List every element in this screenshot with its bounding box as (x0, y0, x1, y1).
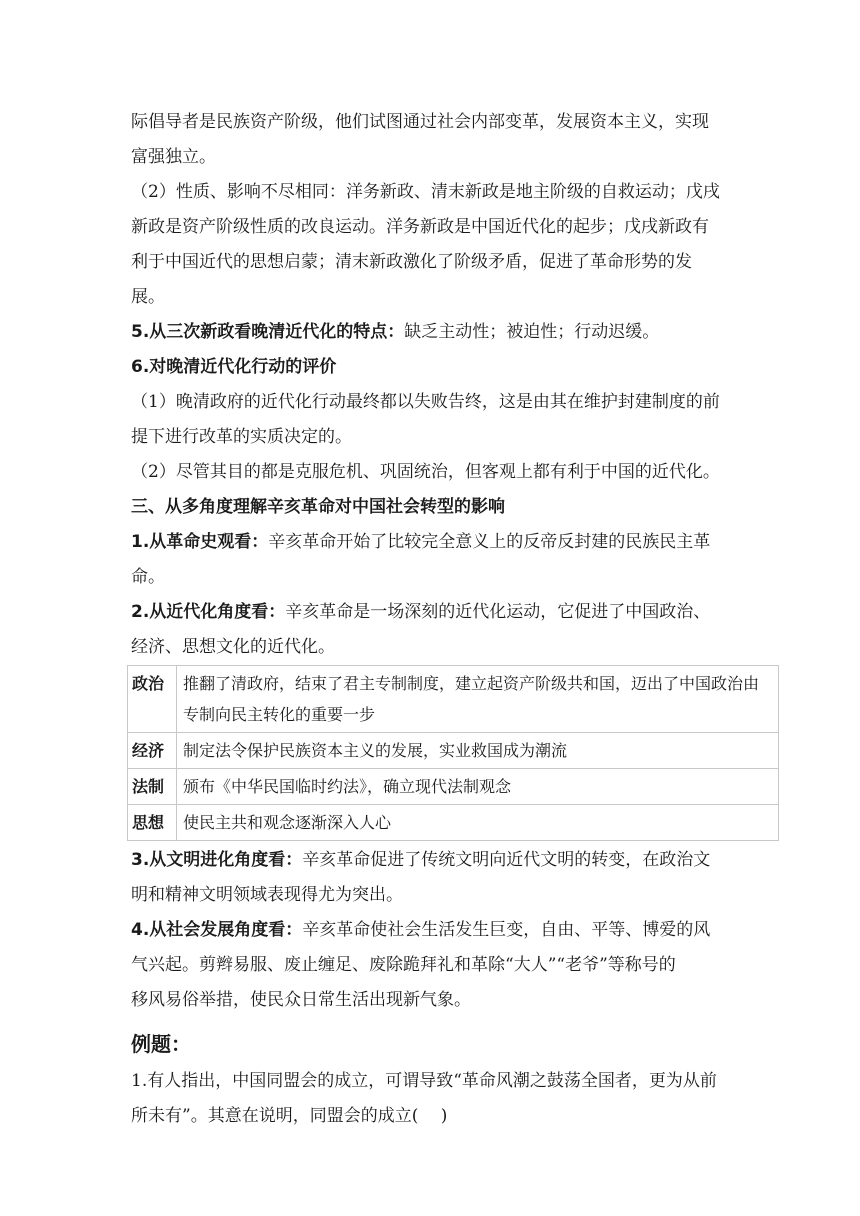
nature-paragraph-line: （2）性质、影响不尽相同：洋务新政、清末新政是地主阶级的自救运动；戊戌 (131, 182, 720, 202)
table-row-text: 使民主共和观念逐渐深入人心 (177, 805, 779, 841)
table-row (128, 733, 779, 769)
section3-p3-cont: 明和精神文明领域表现得尤为突出。 (131, 885, 403, 905)
table-row-text: 推翻了清政府，结束了君主专制制度，建立起资产阶级共和国，迈出了中国政治由专制向民主转化的重要一步 (177, 666, 779, 733)
table-row-label: 思想 (128, 805, 177, 841)
p1-text: 辛亥革命开始了比较完全意义上的反帝反封建的民族民主革 (268, 532, 711, 552)
question-line: 1.有人指出，中国同盟会的成立，可谓导致“革命风潮之鼓荡全国者，更为从前 (131, 1071, 717, 1091)
impact-table (127, 665, 779, 841)
table-row-text: 制定法令保护民族资本主义的发展，实业救国成为潮流 (177, 733, 779, 769)
point5-text: 缺乏主动性；被迫性；行动迟缓。 (404, 322, 660, 342)
section3-p4-cont: 移风易俗举措，使民众日常生活出现新气象。 (131, 990, 471, 1010)
section3-p2-cont: 经济、思想文化的近代化。 (131, 637, 335, 657)
p3-lead: 3.从文明进化角度看： (131, 850, 303, 870)
table-row-label: 经济 (128, 733, 177, 769)
section3-p4 (131, 913, 751, 948)
nature-paragraph-line: 新政是资产阶级性质的改良运动。洋务新政是中国近代化的起步；戊戌新政有 (131, 217, 709, 237)
point6-heading: 6.对晚清近代化行动的评价 (131, 357, 337, 377)
point5-paragraph (131, 315, 751, 350)
section3-heading: 三、从多角度理解辛亥革命对中国社会转型的影响 (131, 497, 505, 517)
intro-line: 富强独立。 (131, 147, 216, 167)
nature-paragraph-line: 展。 (131, 287, 165, 307)
section3-p2 (131, 595, 751, 630)
table-row (128, 769, 779, 805)
point6-item1-line: 提下进行改革的实质决定的。 (131, 427, 352, 447)
p2-text: 辛亥革命是一场深刻的近代化运动，它促进了中国政治、 (285, 602, 711, 622)
p3-text: 辛亥革命促进了传统文明向近代文明的转变，在政治文 (302, 850, 711, 870)
example-heading: 例题： (131, 1032, 191, 1056)
p2-lead: 2.从近代化角度看： (131, 602, 286, 622)
point6-item2-line: （2）尽管其目的都是克服危机、巩固统治，但客观上都有利于中国的近代化。 (131, 462, 720, 482)
section3-p1 (131, 525, 751, 560)
table-row (128, 666, 779, 733)
point5-heading: 5.从三次新政看晚清近代化的特点： (131, 322, 405, 342)
intro-line: 际倡导者是民族资产阶级，他们试图通过社会内部变革，发展资本主义，实现 (131, 112, 709, 132)
p4-text: 辛亥革命使社会生活发生巨变，自由、平等、博爱的风 (302, 920, 711, 940)
section3-p3 (131, 843, 751, 878)
table-row (128, 805, 779, 841)
question-line: 所未有”。其意在说明，同盟会的成立( ) (131, 1106, 448, 1126)
table-row-label: 政治 (128, 666, 177, 733)
table-row-text: 颁布《中华民国临时约法》，确立现代法制观念 (177, 769, 779, 805)
section3-p1-cont: 命。 (131, 567, 165, 587)
section3-p4-cont: 气兴起。剪辫易服、废止缠足、废除跪拜礼和革除“大人”“老爷”等称号的 (131, 955, 676, 975)
nature-paragraph-line: 利于中国近代的思想启蒙；清末新政激化了阶级矛盾，促进了革命形势的发 (131, 252, 692, 272)
document-content (131, 105, 760, 1134)
point6-item1-line: （1）晚清政府的近代化行动最终都以失败告终，这是由其在维护封建制度的前 (131, 392, 720, 412)
p4-lead: 4.从社会发展角度看： (131, 920, 303, 940)
table-row-label: 法制 (128, 769, 177, 805)
p1-lead: 1.从革命史观看： (131, 532, 269, 552)
